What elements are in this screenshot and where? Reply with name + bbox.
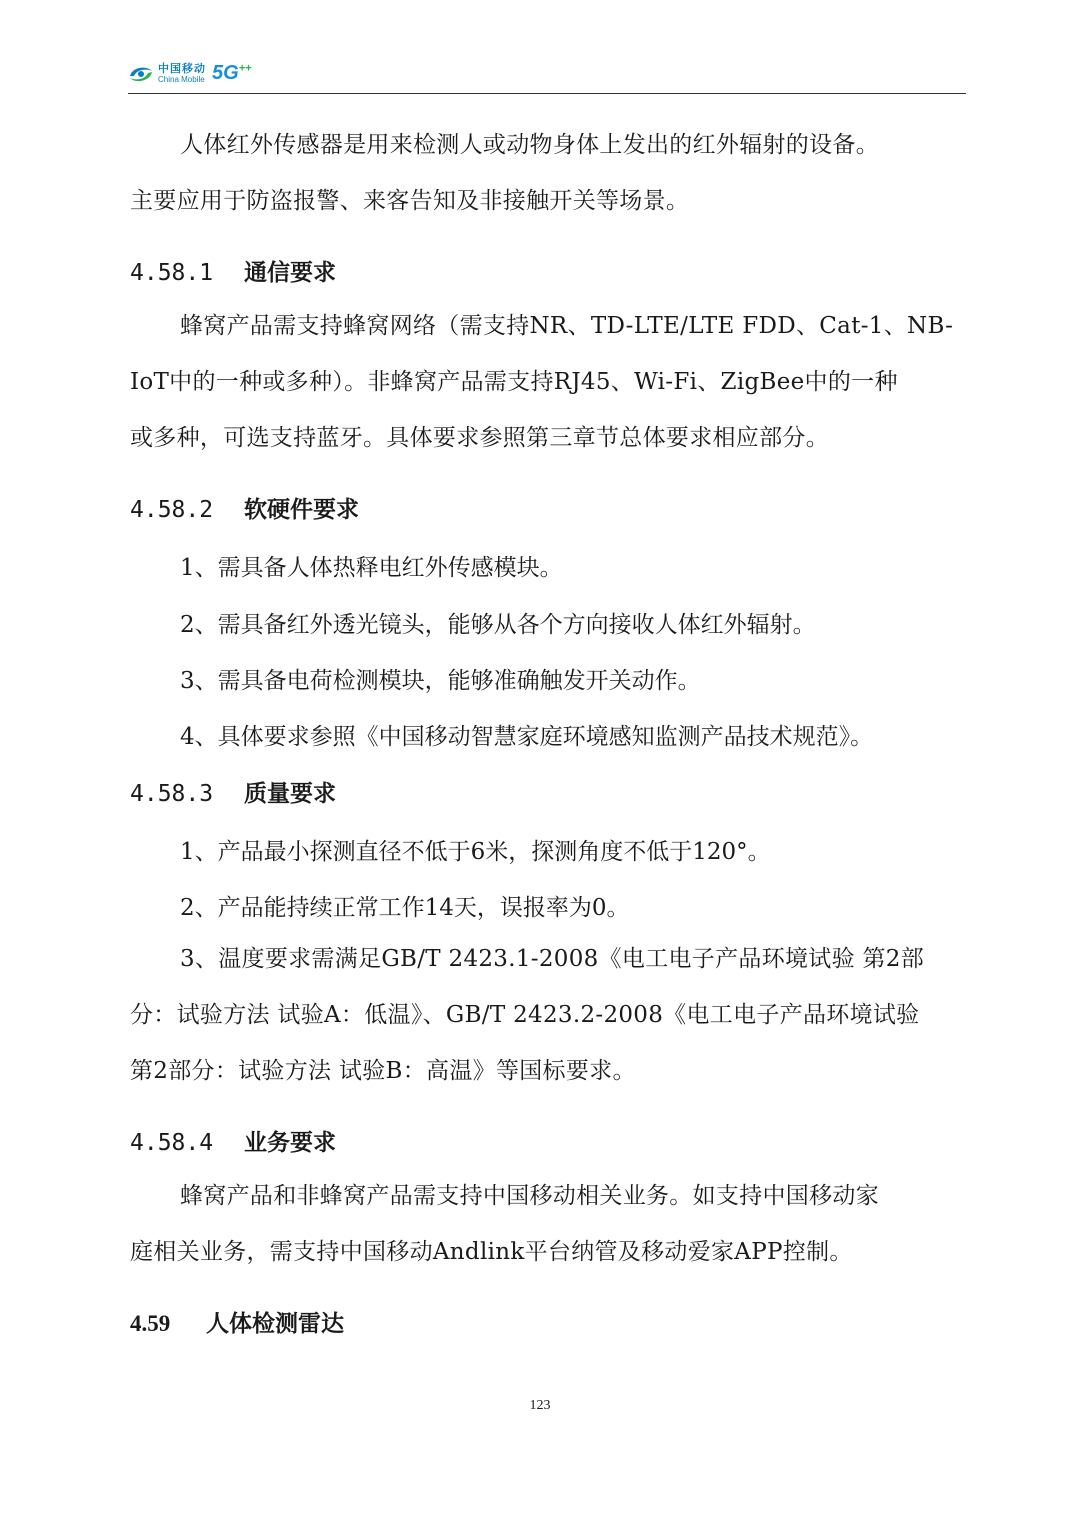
logo-cn-text: 中国移动: [158, 62, 206, 75]
temperature-requirements-paragraph: 3、温度要求需满足GB/T 2423.1-2008《电工电子产品环境试验 第2部 分：试验方法 试验A：低温》、GB/T 2423.2-2008《电工电子产品环境试验 第2部分：试验方法 试验B：高温》等国标要求。: [130, 946, 925, 1084]
header-rule: [128, 93, 966, 94]
logo-en-text: China Mobile: [158, 75, 205, 84]
list-item: 3、需具备电荷检测模块，能够准确触发开关动作。: [180, 668, 701, 694]
business-requirements-paragraph: 蜂窝产品和非蜂窝产品需支持中国移动相关业务。如支持中国移动家 庭相关业务，需支持中国移动Andlink平台纳管及移动爱家APP控制。: [130, 1183, 879, 1265]
heading-4-58-4: 4.58.4 业务要求: [130, 1130, 336, 1156]
list-item: 2、需具备红外透光镜头，能够从各个方向接收人体红外辐射。: [180, 612, 816, 638]
page-number: 123: [529, 1398, 551, 1413]
comm-requirements-paragraph: 蜂窝产品需支持蜂窝网络（需支持NR、TD-LTE/LTE FDD、Cat-1、NB- IoT中的一种或多种）。非蜂窝产品需支持RJ45、Wi-Fi、ZigBee中的一种 或多种，可选支持蓝牙。具体要求参照第三章节总体要求相应部分。: [130, 313, 954, 451]
list-item: 2、产品能持续正常工作14天，误报率为0。: [180, 895, 630, 921]
heading-4-58-1: 4.58.1 通信要求: [130, 260, 336, 286]
logo-5g: 5G++: [212, 62, 252, 84]
heading-4-59: 4.59 人体检测雷达: [130, 1311, 344, 1337]
page-header: [128, 58, 966, 94]
list-item: 4、具体要求参照《中国移动智慧家庭环境感知监测产品技术规范》。: [180, 724, 874, 750]
list-item: 1、需具备人体热释电红外传感模块。: [180, 555, 563, 581]
intro-paragraph: 人体红外传感器是用来检测人或动物身体上发出的红外辐射的设备。 主要应用于防盗报警、来客告知及非接触开关等场景。: [130, 132, 879, 214]
china-mobile-logo: [128, 62, 252, 85]
list-item: 1、产品最小探测直径不低于6米，探测角度不低于120°。: [180, 839, 771, 865]
heading-4-58-2: 4.58.2 软硬件要求: [130, 497, 359, 523]
china-mobile-swirl-icon: [128, 63, 154, 85]
heading-4-58-3: 4.58.3 质量要求: [130, 781, 336, 807]
